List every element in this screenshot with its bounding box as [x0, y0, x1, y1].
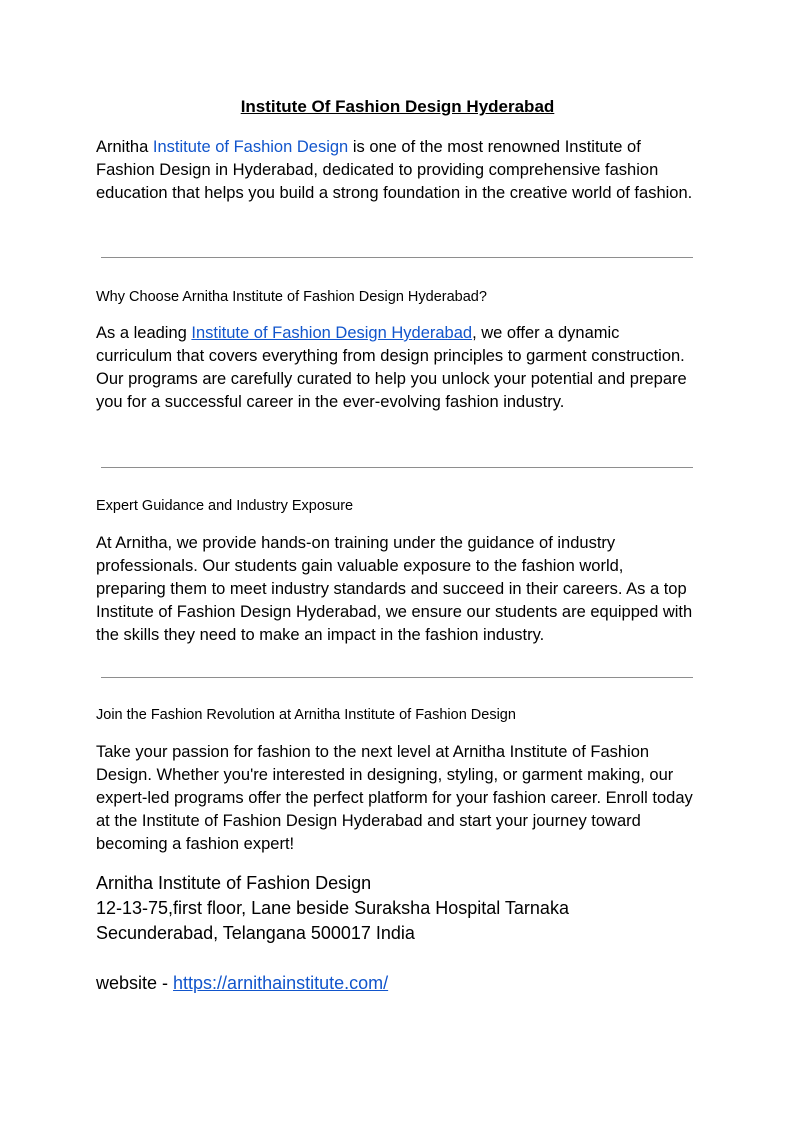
intro-link[interactable]: Institute of Fashion Design: [148, 138, 349, 156]
divider-1: [101, 257, 693, 258]
contact-name: Arnitha Institute of Fashion Design: [96, 873, 372, 893]
website-line: [96, 971, 388, 996]
intro-lead: Arnitha: [96, 138, 149, 156]
page-title: Institute Of Fashion Design Hyderabad: [240, 97, 555, 116]
section1-paragraph: [96, 322, 696, 414]
divider-2: [101, 467, 693, 468]
section2-paragraph: At Arnitha, we provide hands-on training under the guidance of industry professionals. Our students gain valuable exposure to the fashion world, preparing them to meet industry standards and succeed in their careers. As a top Institute of Fashion Design Hyderabad, we ensure our students are equipped with the skills they need to make an impact in the fashion industry.: [96, 534, 693, 644]
section3-paragraph: Take your passion for fashion to the next level at Arnitha Institute of Fashion Design. Whether you're interested in designing, styling, or garment making, our expert-led programs offer the perfect platform for your fashion career. Enroll today at the Institute of Fashion Design Hyderabad and start your journey toward becoming a fashion expert!: [96, 743, 693, 853]
intro-paragraph: [96, 136, 696, 205]
section2-heading: Expert Guidance and Industry Exposure: [96, 498, 354, 514]
section1-rest: , we offer a dynamic curriculum that covers everything from design principles to garment construction. Our programs are carefully curated to help you unlock your potential and prepare you for a successful career in the ever-evolving fashion industry.: [96, 324, 687, 411]
section1-lead: As a leading: [96, 324, 192, 342]
intro-rest: is one of the most renowned Institute of Fashion Design in Hyderabad, dedicated to providing comprehensive fashion education that helps you build a strong foundation in the creative world of fashion.: [96, 138, 693, 202]
divider-3: [101, 677, 693, 678]
contact-address-line1: 12-13-75,first floor, Lane beside Suraksha Hospital Tarnaka: [96, 898, 569, 918]
website-label: website -: [96, 973, 174, 993]
section3-heading: Join the Fashion Revolution at Arnitha Institute of Fashion Design: [96, 707, 516, 723]
contact-address-line2: Secunderabad, Telangana 500017 India: [96, 923, 415, 943]
website-link[interactable]: https://arnithainstitute.com/: [173, 973, 389, 993]
section1-heading: Why Choose Arnitha Institute of Fashion Design Hyderabad?: [96, 289, 487, 305]
section1-link[interactable]: Institute of Fashion Design Hyderabad: [191, 324, 473, 342]
